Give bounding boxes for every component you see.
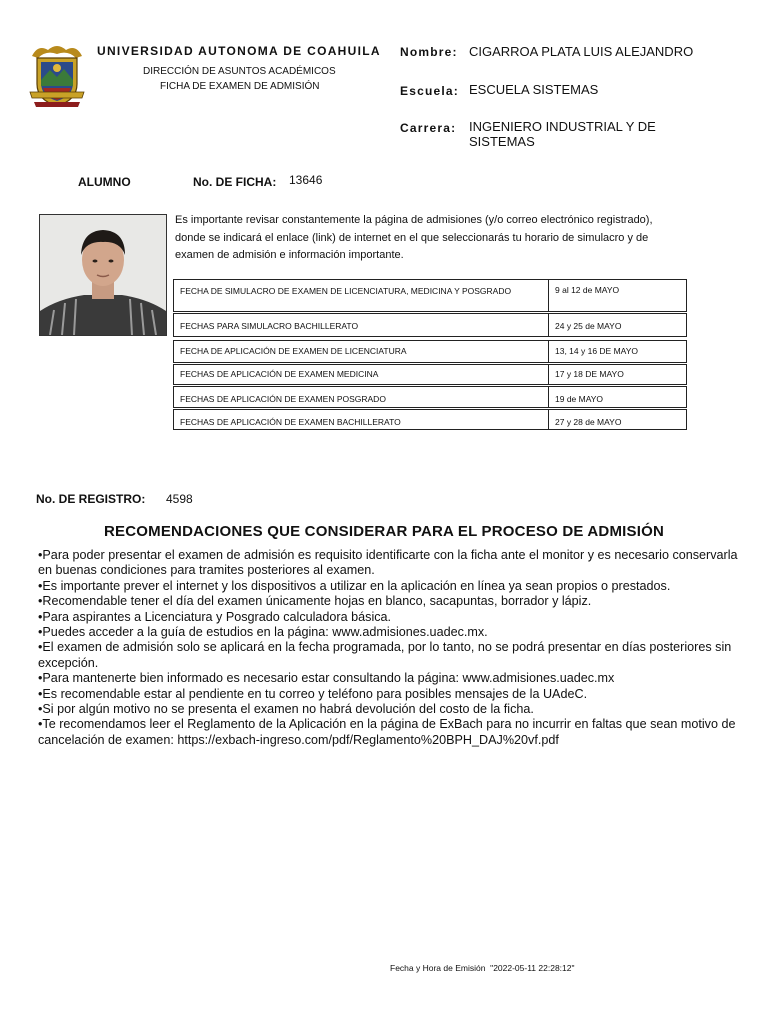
alumno-label: ALUMNO	[78, 175, 131, 189]
nombre-value: CIGARROA PLATA LUIS ALEJANDRO	[469, 44, 694, 59]
escuela-label: Escuela:	[400, 84, 459, 98]
schedule-label: FECHA DE SIMULACRO DE EXAMEN DE LICENCIATURA, MEDICINA Y POSGRADO	[180, 286, 512, 296]
university-name: UNIVERSIDAD AUTONOMA DE COAHUILA	[97, 44, 381, 58]
escuela-value: ESCUELA SISTEMAS	[469, 82, 599, 97]
recommendation-item: •Para mantenerte bien informado es necesario estar consultando la página: www.admisiones.uadec.mx	[38, 671, 615, 686]
emission-timestamp	[390, 963, 575, 973]
carrera-value: INGENIERO INDUSTRIAL Y DE SISTEMAS	[469, 119, 656, 149]
schedule-label: FECHAS PARA SIMULACRO BACHILLERATO	[180, 321, 359, 331]
schedule-row	[173, 279, 687, 312]
recommendation-item: •Recomendable tener el día del examen únicamente hojas en blanco, sacapuntas, borrador y lápiz.	[38, 594, 592, 609]
recommendation-item: •Para aspirantes a Licenciatura y Posgrado calculadora básica.	[38, 609, 392, 624]
schedule-label: FECHAS DE APLICACIÓN DE EXAMEN POSGRADO	[180, 394, 386, 404]
emission-value: "2022-05-11 22:28:12"	[490, 963, 575, 973]
schedule-row	[173, 313, 687, 337]
schedule-row	[173, 409, 687, 430]
registro-value: 4598	[166, 492, 193, 506]
recommendation-item: •Te recomendamos leer el Reglamento de la Aplicación en la página de ExBach para no incurrir en faltas que sean motivo de cancelación de examen: https://exbach-ingreso.com/pdf/Reglamento%20BPH_DAJ%20vf.pdf	[38, 717, 736, 747]
department-name: DIRECCIÓN DE ASUNTOS ACADÉMICOS	[143, 66, 336, 77]
schedule-row	[173, 340, 687, 363]
schedule-row	[173, 364, 687, 385]
schedule-date: 17 y 18 DE MAYO	[548, 365, 686, 384]
ficha-label: No. DE FICHA:	[193, 175, 277, 189]
recommendation-item: •Puedes acceder a la guía de estudios en la página: www.admisiones.uadec.mx.	[38, 625, 488, 640]
student-photo	[39, 214, 167, 336]
schedule-label: FECHA DE APLICACIÓN DE EXAMEN DE LICENCIATURA	[180, 346, 407, 356]
recommendations-list	[38, 548, 738, 748]
recommendation-item: •Es importante prever el internet y los dispositivos a utilizar en la aplicación en línea ya sean propios o prestados.	[38, 578, 671, 593]
document-title: FICHA DE EXAMEN DE ADMISIÓN	[160, 81, 320, 92]
schedule-date: 9 al 12 de MAYO	[548, 280, 686, 311]
schedule-label: FECHAS DE APLICACIÓN DE EXAMEN BACHILLERATO	[180, 417, 401, 427]
recommendations-title: RECOMENDACIONES QUE CONSIDERAR PARA EL PROCESO DE ADMISIÓN	[104, 523, 664, 540]
nombre-label: Nombre:	[400, 45, 458, 59]
schedule-date: 13, 14 y 16 DE MAYO	[548, 341, 686, 362]
registro-label: No. DE REGISTRO:	[36, 492, 146, 506]
recommendation-item: •El examen de admisión solo se aplicará en la fecha programada, por lo tanto, no se podrá presentar en días posteriores sin excepción.	[38, 640, 732, 670]
person-photo-icon	[40, 215, 166, 335]
recommendation-item: •Si por algún motivo no se presenta el examen no habrá devolución del costo de la ficha.	[38, 702, 534, 717]
schedule-date: 24 y 25 de MAYO	[548, 314, 686, 336]
university-crest-logo	[28, 42, 86, 108]
schedule-date: 19 de MAYO	[548, 387, 686, 407]
schedule-row	[173, 386, 687, 408]
recommendation-item: •Para poder presentar el examen de admisión es requisito identificarte con la ficha ante el monitor y es necesario conservarla en buenas condiciones para tramites posteriores al examen.	[38, 548, 738, 578]
recommendation-item: •Es recomendable estar al pendiente en tu correo y teléfono para posibles mensajes de la UAdeC.	[38, 686, 588, 701]
schedule-label: FECHAS DE APLICACIÓN DE EXAMEN MEDICINA	[180, 369, 379, 379]
schedule-date: 27 y 28 de MAYO	[548, 410, 686, 429]
ficha-value: 13646	[289, 173, 323, 187]
intro-paragraph: Es importante revisar constantemente la página de admisiones (y/o correo electrónico registrado), donde se indicará el enlace (link) de internet en el que seleccionarás tu horario de simulacro y de examen de admisión e información importante.	[175, 214, 653, 261]
emission-label: Fecha y Hora de Emisión	[390, 963, 486, 973]
carrera-label: Carrera:	[400, 121, 457, 135]
